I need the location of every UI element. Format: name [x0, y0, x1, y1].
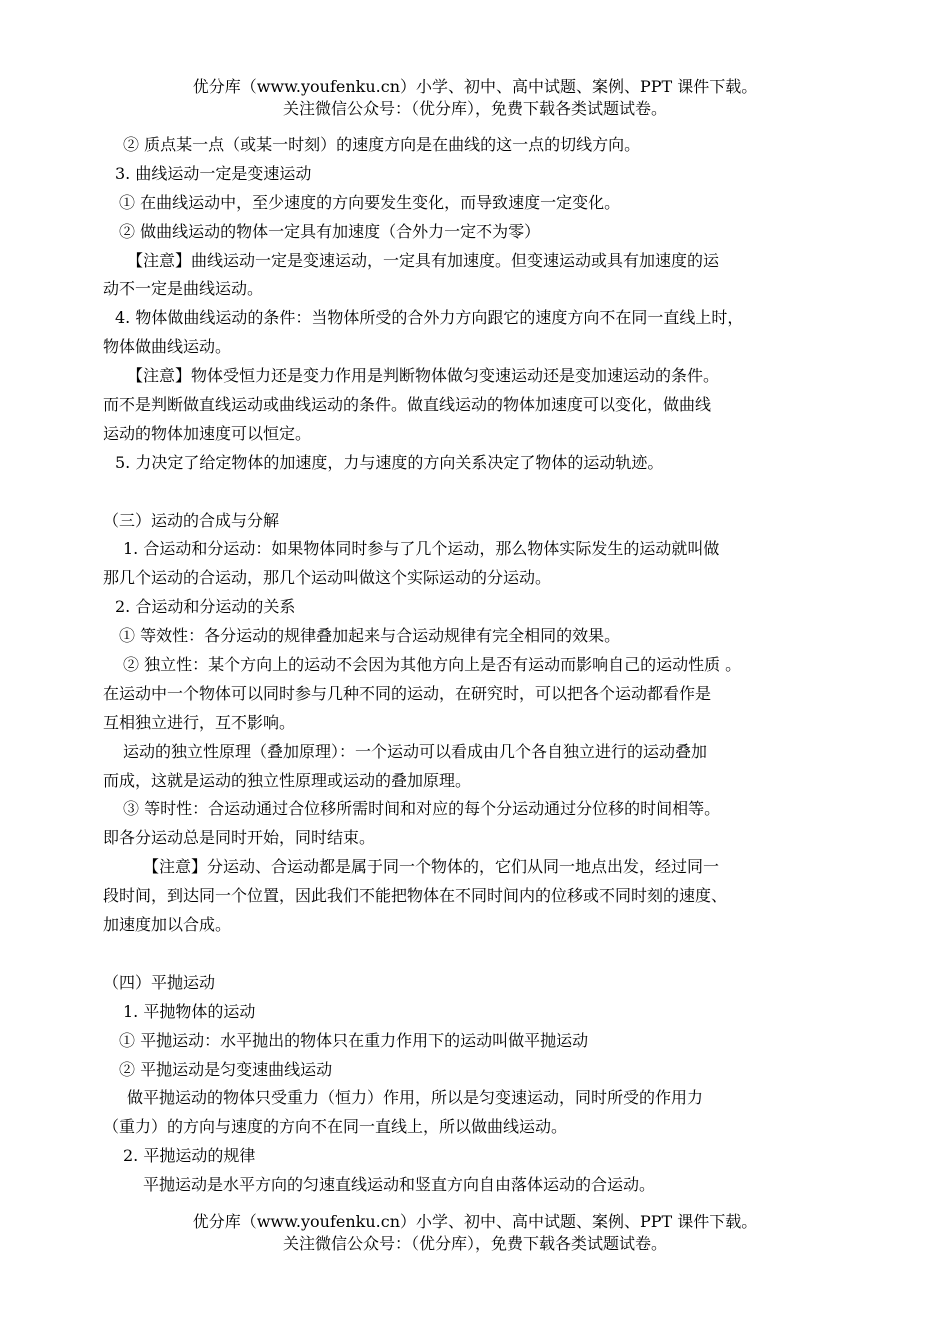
header-line-1: 优分库（www.youfenku.cn）小学、初中、高中试题、案例、PPT 课件下载。 [192, 77, 758, 96]
chapter-heading: （四）平抛运动 [103, 972, 216, 992]
document-body [103, 131, 863, 1200]
body-line: 物体做曲线运动。 [103, 337, 232, 357]
body-line: ② 做曲线运动的物体一定具有加速度（合外力一定不为零） [119, 221, 541, 241]
page-footer [0, 1211, 950, 1255]
body-line: ① 等效性：各分运动的规律叠加起来与合运动规律有完全相同的效果。 [119, 626, 621, 646]
note-line: 加速度加以合成。 [103, 915, 232, 935]
body-line: 即各分运动总是同时开始，同时结束。 [103, 828, 376, 848]
body-line: ② 平抛运动是匀变速曲线运动 [119, 1059, 333, 1079]
body-line: ② 独立性：某个方向上的运动不会因为其他方向上是否有运动而影响自己的运动性质 。 [123, 655, 742, 675]
section-heading: 5. 力决定了给定物体的加速度，力与速度的方向关系决定了物体的运动轨迹。 [115, 452, 664, 472]
note-line: 【注意】物体受恒力还是变力作用是判断物体做匀变速运动还是变加速运动的条件。 [127, 366, 720, 386]
body-line: 互相独立进行，互不影响。 [103, 712, 296, 732]
body-line: 做平抛运动的物体只受重力（恒力）作用，所以是匀变速运动，同时所受的作用力 [127, 1088, 704, 1108]
body-line: （重力）的方向与速度的方向不在同一直线上，所以做曲线运动。 [103, 1117, 568, 1137]
note-line: 段时间，到达同一个位置，因此我们不能把物体在不同时间内的位移或不同时刻的速度、 [103, 886, 728, 906]
footer-line-2: 关注微信公众号：（优分库），免费下载各类试题试卷。 [282, 1234, 667, 1253]
body-line: ② 质点某一点（或某一时刻）的速度方向是在曲线的这一点的切线方向。 [123, 135, 641, 154]
body-line: 运动的独立性原理（叠加原理）：一个运动可以看成由几个各自独立进行的运动叠加 [123, 741, 708, 761]
section-heading: 3. 曲线运动一定是变速运动 [115, 163, 312, 183]
body-line: 平抛运动是水平方向的匀速直线运动和竖直方向自由落体运动的合运动。 [143, 1175, 656, 1195]
body-line: ③ 等时性：合运动通过合位移所需时间和对应的每个分运动通过分位移的时间相等。 [123, 799, 721, 819]
note-line: 运动的物体加速度可以恒定。 [103, 423, 312, 443]
blank-line [103, 940, 863, 969]
section-heading: 4. 物体做曲线运动的条件：当物体所受的合外力方向跟它的速度方向不在同一直线上时， [115, 308, 744, 328]
body-line: 在运动中一个物体可以同时参与几种不同的运动，在研究时，可以把各个运动都看作是 [103, 683, 712, 703]
section-heading: 2. 平抛运动的规律 [123, 1146, 256, 1166]
header-line-2: 关注微信公众号：（优分库），免费下载各类试题试卷。 [282, 99, 667, 118]
note-line: 【注意】曲线运动一定是变速运动，一定具有加速度。但变速运动或具有加速度的运 [127, 250, 720, 270]
note-line: 而不是判断做直线运动或曲线运动的条件。做直线运动的物体加速度可以变化，做曲线 [103, 395, 712, 415]
chapter-heading: （三）运动的合成与分解 [103, 510, 280, 530]
page-header [0, 76, 950, 120]
footer-line-1: 优分库（www.youfenku.cn）小学、初中、高中试题、案例、PPT 课件下载。 [192, 1212, 758, 1231]
body-line: ① 在曲线运动中，至少速度的方向要发生变化，而导致速度一定变化。 [119, 192, 621, 212]
section-heading: 2. 合运动和分运动的关系 [115, 597, 296, 617]
note-line: 【注意】分运动、合运动都是属于同一个物体的，它们从同一地点出发，经过同一 [143, 857, 720, 877]
blank-line [103, 478, 863, 507]
section-heading: 1. 平抛物体的运动 [123, 1001, 256, 1021]
note-line: 动不一定是曲线运动。 [103, 279, 264, 299]
body-line: ① 平抛运动：水平抛出的物体只在重力作用下的运动叫做平抛运动 [119, 1030, 589, 1050]
body-line: 而成，这就是运动的独立性原理或运动的叠加原理。 [103, 770, 472, 790]
body-line: 那几个运动的合运动，那几个运动叫做这个实际运动的分运动。 [103, 568, 552, 588]
section-heading: 1. 合运动和分运动：如果物体同时参与了几个运动，那么物体实际发生的运动就叫做 [123, 539, 720, 559]
